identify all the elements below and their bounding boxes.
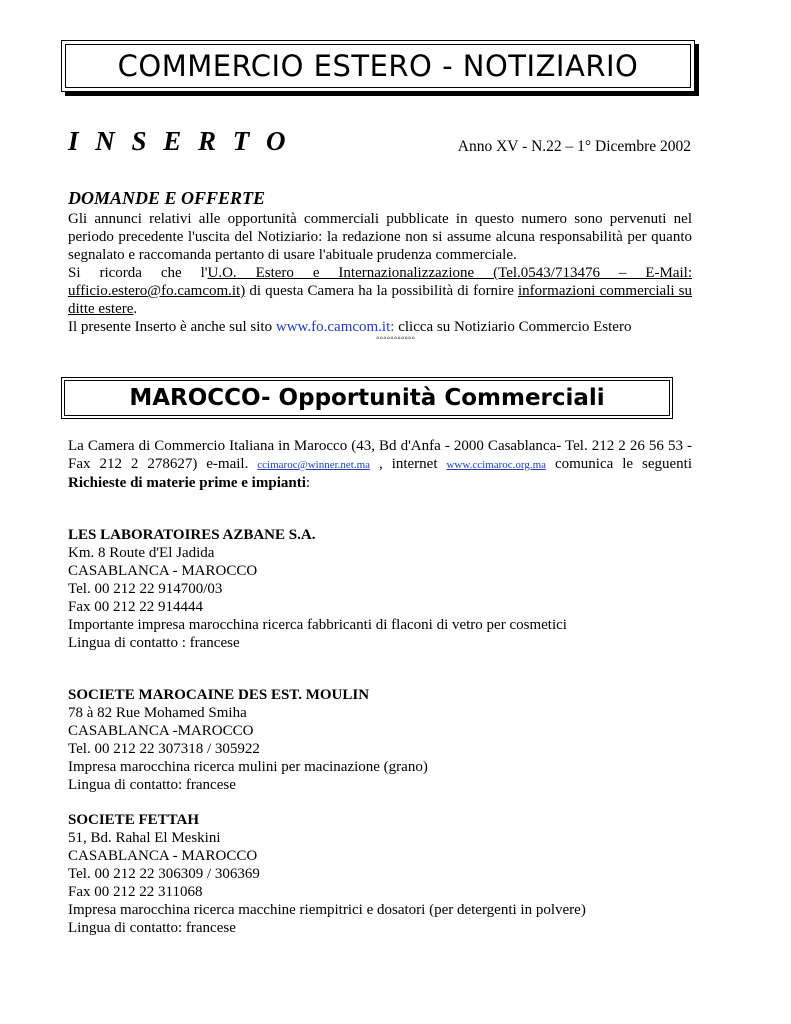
- commercial-info-link[interactable]: informazioni commerciali su ditte estere: [68, 283, 692, 317]
- newsletter-title: COMMERCIO ESTERO - NOTIZIARIO: [117, 49, 639, 83]
- intro-text: [68, 210, 692, 336]
- company-line: Impresa marocchina ricerca macchine riempitrici e dosatori (per detergenti in polvere): [68, 902, 586, 918]
- company-line: Lingua di contatto: francese: [68, 920, 236, 936]
- office-paragraph: [68, 264, 692, 318]
- disclaimer-paragraph: Gli annunci relativi alle opportunità commerciali pubblicate in questo numero sono pervenuti nel periodo precedente l'uscita del Notiziario: la redazione non si assume alcuna responsabilità per quanto segnalato e raccomanda pertanto di usare l'abituale prudenza commerciale.: [68, 211, 692, 263]
- website-text-a: Il presente Inserto è anche sul sito: [68, 319, 276, 335]
- office-text-b: di questa Camera ha la possibilità di fornire: [245, 283, 518, 299]
- lead-bold: Richieste di materie prime e impianti: [68, 475, 306, 491]
- company-line: CASABLANCA - MAROCCO: [68, 848, 258, 864]
- company-entry: [68, 686, 692, 794]
- section-title: MAROCCO- Opportunità Commerciali: [129, 385, 605, 411]
- company-line: Lingua di contatto: francese: [68, 777, 236, 793]
- company-line: 51, Bd. Rahal El Meskini: [68, 830, 221, 846]
- company-line: 78 à 82 Rue Mohamed Smiha: [68, 705, 247, 721]
- company-line: CASABLANCA -MAROCCO: [68, 723, 254, 739]
- company-line: Tel. 00 212 22 306309 / 306369: [68, 866, 260, 882]
- inserto-label: I N S E R T O: [68, 126, 291, 156]
- chamber-website-link[interactable]: www.ccimaroc.org.ma: [446, 459, 547, 471]
- lead-text-a: La Camera di Commercio Italiana in Marocco (43, Bd d'Anfa - 2000 Casablanca- Tel. 212 2 26 56 53 - Fax 212 2 278627) e-mail.: [68, 438, 692, 472]
- company-line: Tel. 00 212 22 914700/03: [68, 581, 223, 597]
- company-name: SOCIETE MAROCAINE DES EST. MOULIN: [68, 687, 370, 703]
- chamber-lead: [68, 437, 692, 492]
- website-link[interactable]: www.fo.camcom.it:: [275, 319, 395, 335]
- company-line: Km. 8 Route d'El Jadida: [68, 545, 215, 561]
- chamber-email-link[interactable]: ccimaroc@winner.net.ma: [257, 459, 371, 471]
- company-name: LES LABORATOIRES AZBANE S.A.: [68, 527, 316, 543]
- section-header: [61, 377, 673, 419]
- newsletter-header: [61, 40, 695, 92]
- company-line: Lingua di contatto : francese: [68, 635, 240, 651]
- company-line: Fax 00 212 22 311068: [68, 884, 203, 900]
- company-name: SOCIETE FETTAH: [68, 812, 200, 828]
- company-line: Fax 00 212 22 914444: [68, 599, 203, 615]
- lead-text-c: comunica le seguenti: [546, 456, 692, 472]
- company-line: Importante impresa marocchina ricerca fabbricanti di flaconi di vetro per cosmetici: [68, 617, 567, 633]
- office-text-c: .: [133, 301, 138, 317]
- company-line: Impresa marocchina ricerca mulini per macinazione (grano): [68, 759, 428, 775]
- company-line: CASABLANCA - MAROCCO: [68, 563, 258, 579]
- company-entry: [68, 811, 692, 937]
- company-line: Tel. 00 212 22 307318 / 305922: [68, 741, 260, 757]
- office-text-a: Si ricorda che l': [68, 265, 208, 281]
- company-entry: [68, 526, 692, 652]
- separator-dots: ◦◦◦◦◦◦◦◦◦◦◦: [376, 333, 415, 344]
- domande-heading: DOMANDE E OFFERTE: [68, 188, 266, 208]
- issue-info: Anno XV - N.22 – 1° Dicembre 2002: [457, 138, 691, 155]
- lead-text-d: :: [305, 475, 311, 491]
- lead-text-b: , internet: [370, 456, 447, 472]
- website-text-b: clicca su Notiziario Commercio Estero: [394, 319, 632, 335]
- office-contact-link[interactable]: U.O. Estero e Internazionalizzazione (Tel.0543/713476 – E-Mail: ufficio.estero@fo.camcom.it): [68, 265, 692, 299]
